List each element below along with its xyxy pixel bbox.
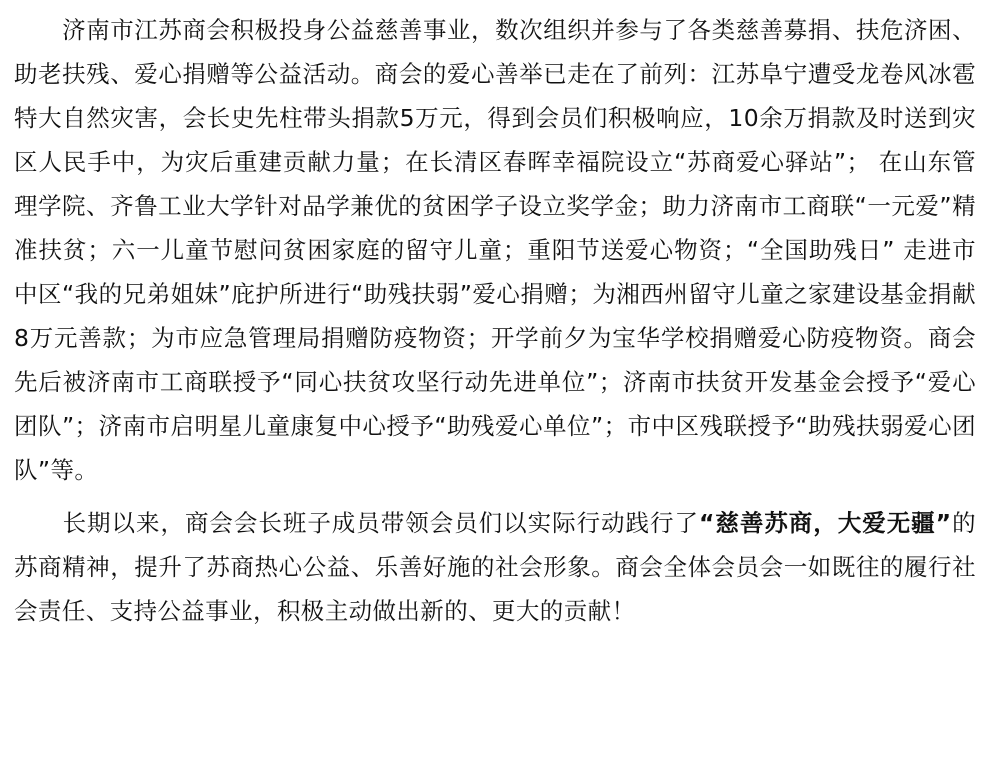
paragraph-2-text-after: 的苏商精神，提升了苏商热心公益、乐善好施的社会形象。商会全体会员会一如既往的履行社会责任、支持公益事业，积极主动做出新的、更大的贡献！ [14,509,976,625]
paragraph-2 [14,501,976,633]
document-body [14,8,976,633]
paragraph-2-text-before: 长期以来，商会会长班子成员带领会员们以实际行动践行了 [62,509,699,537]
paragraph-2-bold-slogan: “慈善苏商，大爱无疆” [698,509,952,537]
paragraph-1-text: 济南市江苏商会积极投身公益慈善事业，数次组织并参与了各类慈善募捐、扶危济困、助老扶残、爱心捐赠等公益活动。商会的爱心善举已走在了前列：江苏阜宁遭受龙卷风冰雹特大自然灾害，会长史先柱带头捐款5万元，得到会员们积极响应，10余万捐款及时送到灾区人民手中，为灾后重建贡献力量；在长清区春晖幸福院设立“苏商爱心驿站”； 在山东管理学院、齐鲁工业大学针对品学兼优的贫困学子设立奖学金；助力济南市工商联“一元爱”精准扶贫；六一儿童节慰问贫困家庭的留守儿童；重阳节送爱心物资；“全国助残日” 走进市中区“我的兄弟姐妹”庇护所进行“助残扶弱”爱心捐赠；为湘西州留守儿童之家建设基金捐献8万元善款；为市应急管理局捐赠防疫物资；开学前夕为宝华学校捐赠爱心防疫物资。商会先后被济南市工商联授予“同心扶贫攻坚行动先进单位”；济南市扶贫开发基金会授予“爱心团队”；济南市启明星儿童康复中心授予“助残爱心单位”；市中区残联授予“助残扶弱爱心团队”等。 [14,16,976,484]
paragraph-1 [14,8,976,492]
